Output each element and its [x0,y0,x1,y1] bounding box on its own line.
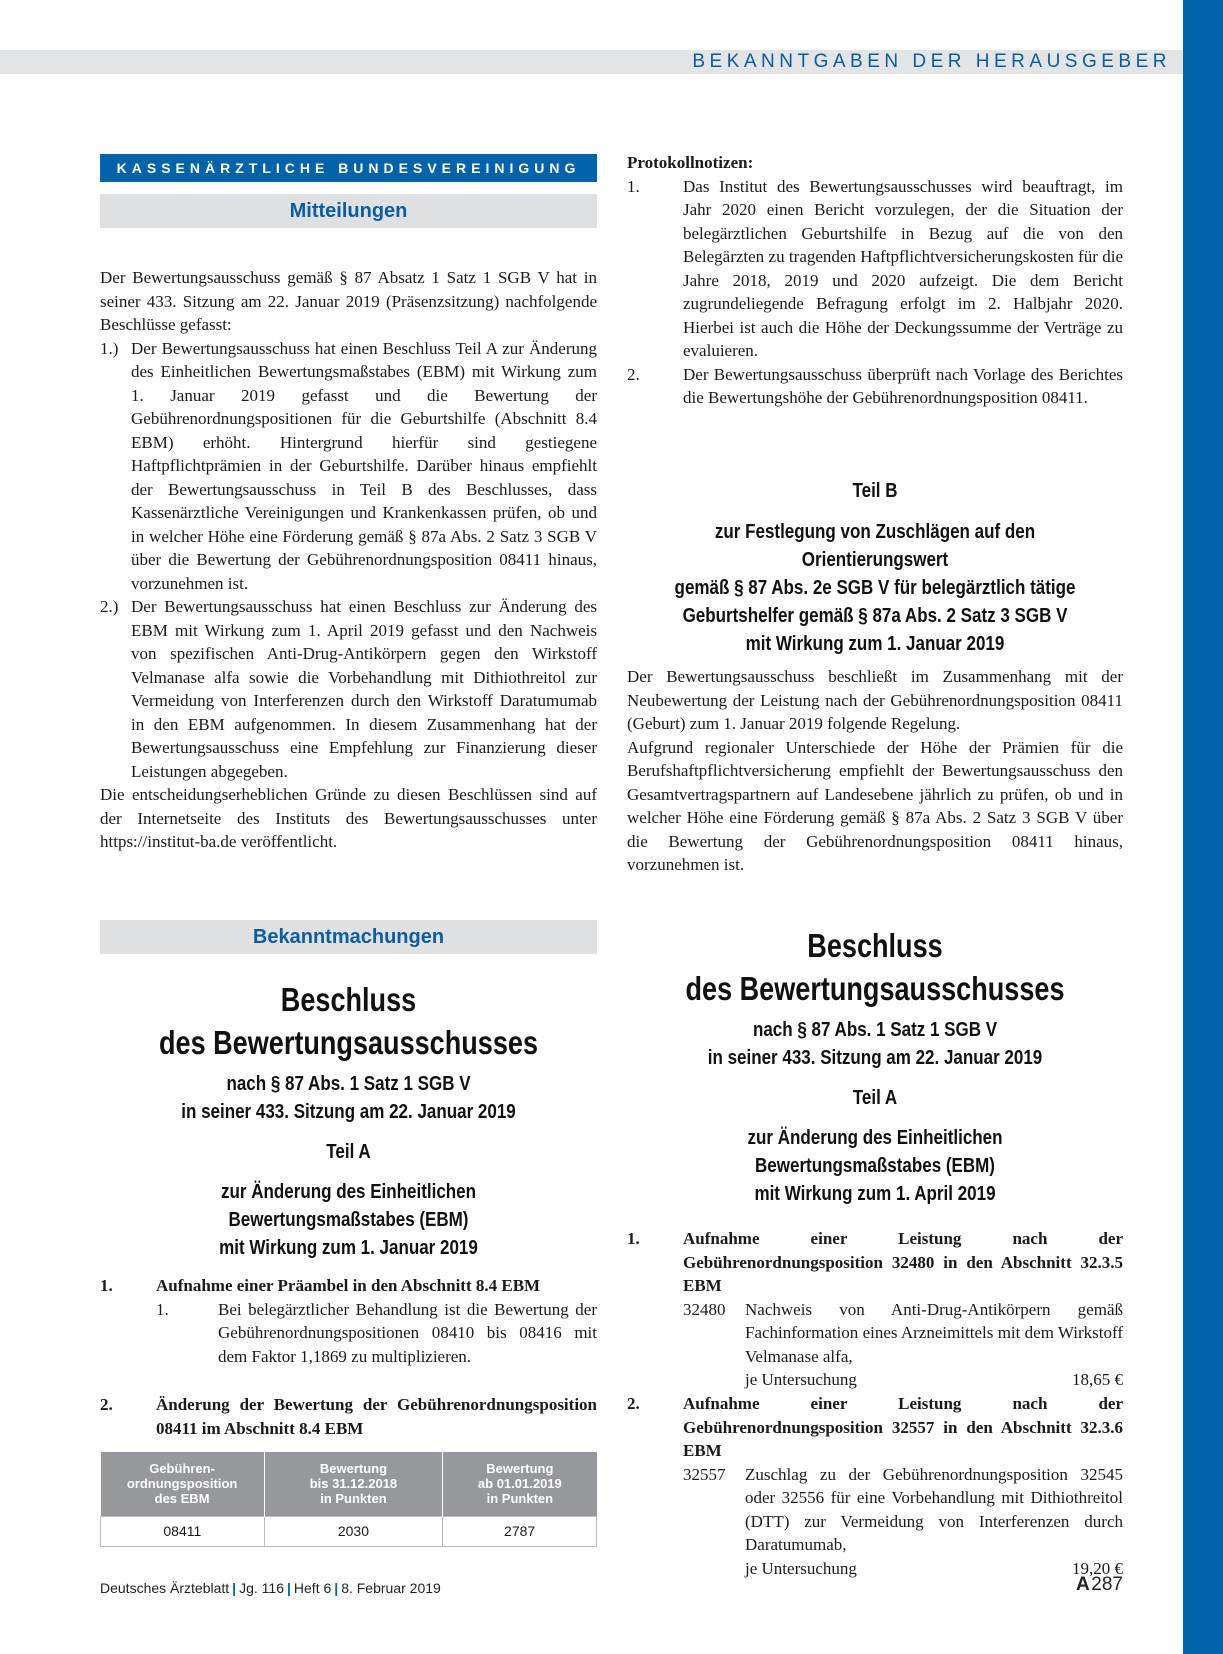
gop-code: 32480 [683,1299,726,1319]
list-item-number: 1. [627,176,640,196]
subsection-number: 1. [156,1299,169,1319]
section-title: Änderung der Bewertung der Gebührenordnungsposition 08411 im Abschnitt 8.4 EBM [156,1395,597,1438]
footer-citation [100,1580,441,1596]
table-cell: 08411 [101,1516,265,1546]
page-number-value: 287 [1091,1574,1123,1595]
section-title: Aufnahme einer Leistung nach der Gebührenordnungsposition 32557 in den Abschnitt 32.3.6 EBM [683,1394,1123,1460]
gop-price: 18,65 € [1072,1370,1123,1389]
section-title: Aufnahme einer Präambel in den Abschnitt 8.4 EBM [156,1276,541,1295]
list-item-text: Das Institut des Bewertungsausschusses wird beauftragt, im Jahr 2020 einen Bericht vorzulegen, der die Situation der belegärztlichen Geburtshilfe in Bezug auf die von den Belegärzten zu tragenden Haftpflichtversicherungskosten für die Jahre 2018, 2019 und 2020 aufzeigt. Die dem Bericht zugrundeliegende Befragung erfolgt im 2. Halbjahr 2020. Hierbei ist auch die Höhe der Deckungssumme der Verträge zu evaluieren. [683,176,1123,360]
teil-b-body [627,665,1123,877]
list-item-number: 2. [627,364,640,384]
footer-separator: | [334,1580,339,1596]
gop-unit: je Untersuchung [745,1370,857,1389]
footer-separator: | [286,1580,291,1596]
beschluss-title-line2: des Bewertungsausschusses [158,1024,538,1061]
beschluss-sub-line1: nach § 87 Abs. 1 Satz 1 SGB V [226,1073,471,1095]
left-section-2 [100,1393,597,1440]
beschluss-teil: Teil A [852,1087,898,1109]
section-number: 2. [627,1394,640,1413]
table-cell: 2787 [443,1516,597,1546]
table-cell: 2030 [264,1516,443,1546]
gop-description: Nachweis von Anti-Drug-Antikörpern gemäß Fachinformation eines Arzneimittels mit dem Wirkstoff Velmanase alfa, [745,1299,1123,1366]
beschluss-sub-line2: in seiner 433. Sitzung am 22. Januar 2019 [707,1047,1043,1069]
mitteilungen-body [100,266,597,854]
teil-b-line1: zur Festlegung von Zuschlägen auf den Orientierungswert [714,521,1036,571]
teil-b-paragraph: Aufgrund regionaler Unterschiede der Höhe der Prämien für die Berufshaftpflichtversicherung empfiehlt der Bewertungsausschuss den Gesamtvertragspartnern auf Landesebene jährlich zu prüfen, ob und in welcher Höhe eine Förderung gemäß § 87a Abs. 2 Satz 3 SGB V über die Bewertung der Gebührenordnungsposition 08411 hinaus, vorzunehmen ist. [627,737,1123,874]
list-item [100,595,597,783]
list-item-text: Der Bewertungsausschuss überprüft nach Vorlage des Berichtes die Bewertungshöhe der Gebührenordnungsposition 08411. [683,364,1123,407]
footer-journal: Deutsches Ärzteblatt [100,1580,230,1596]
beschluss-teil: Teil A [326,1141,371,1163]
teil-b-heading [627,477,1123,658]
beschluss-title-line2: des Bewertungsausschusses [685,970,1065,1007]
beschluss-title-line1: Beschluss [280,981,417,1018]
table-header-cell: Bewertung bis 31.12.2018 in Punkten [264,1452,443,1516]
beschluss-change-line2: mit Wirkung zum 1. Januar 2019 [219,1237,478,1259]
section-header-band [0,50,1183,74]
teil-b-line3: Geburtshelfer gemäß § 87a Abs. 2 Satz 3 SGB V [682,605,1068,627]
teil-b-line2: gemäß § 87 Abs. 2e SGB V für belegärztlich tätige [674,577,1076,599]
section-number: 2. [100,1395,113,1414]
beschluss-title-line1: Beschluss [807,927,943,964]
gop-unit: je Untersuchung [745,1558,857,1578]
beschluss-sub-line1: nach § 87 Abs. 1 Satz 1 SGB V [752,1019,998,1041]
teil-b-line4: mit Wirkung zum 1. Januar 2019 [745,633,1005,655]
bekanntmachungen-heading: Bekanntmachungen [100,920,597,954]
right-section-2 [627,1392,1123,1580]
table-header-cell: Bewertung ab 01.01.2019 in Punkten [443,1452,597,1516]
list-item-text: Der Bewertungsausschuss hat einen Beschluss zur Änderung des EBM mit Wirkung zum 1. April 2019 gefasst und den Nachweis von spezifischen Anti-Drug-Antikörpern gegen den Wirkstoff Velmanase alfa sowie die Vorbehandlung mit Dithiothreitol zur Vermeidung von Interferenzen durch den Wirkstoff Daratumumab in den EBM aufgenommen. In diesem Zusammenhang hat der Bewertungsausschuss eine Empfehlung zur Finanzierung dieser Leistungen abgegeben. [131,597,597,781]
table-header-cell: Gebühren- ordnungsposition des EBM [101,1452,265,1516]
closing-paragraph: Die entscheidungserheblichen Gründe zu diesen Beschlüssen sind auf der Internetseite des Instituts des Bewertungsausschusses unter https://institut-ba.de veröffentlicht. [100,785,597,851]
footer-volume: Jg. 116 [239,1580,284,1596]
list-item [627,363,1123,410]
list-item-number: 2.) [100,597,119,616]
section-header-title: BEKANNTGABEN DER HERAUSGEBER [692,51,1171,72]
section-number: 1. [627,1229,640,1248]
list-item-text: Der Bewertungsausschuss hat einen Beschluss Teil A zur Änderung des Einheitlichen Bewertungsmaßstabes (EBM) mit Wirkung zum 1. Januar 2019 gefasst und die Bewertung der Gebührenordnungspositionen für die Geburtshilfe (Abschnitt 8.4 EBM) erhöht. Hintergrund hierfür sind gestiegene Haftpflichtprämien in der Geburtshilfe. Darüber hinaus empfiehlt der Bewertungsausschuss in Teil B des Beschlusses, dass Kassenärztliche Vereinigungen und Krankenkassen prüfen, ob und in welcher Höhe eine Förderung gemäß § 87a Abs. 2 Satz 3 SGB V über die Bewertung der Gebührenordnungsposition 08411 hinaus, vorzunehmen ist. [131,338,597,593]
list-item [627,175,1123,363]
footer-separator: | [232,1580,237,1596]
footer-issue: Heft 6 [293,1580,332,1596]
beschluss-title-left [100,978,597,1262]
page-number [1060,1574,1123,1596]
footer-date: 8. Februar 2019 [341,1580,441,1596]
gop-description: Zuschlag zu der Gebührenordnungsposition 32545 oder 32556 für eine Vorbehandlung mit Dithiothreitol (DTT) zur Vermeidung von Interferenzen durch Daratumumab, [745,1464,1123,1554]
beschluss-change-line1: zur Änderung des Einheitlichen Bewertungsmaßstabes (EBM) [220,1181,477,1231]
subsection-text: Bei belegärztlicher Behandlung ist die Bewertung der Gebührenordnungspositionen 08410 bis 08416 mit dem Faktor 1,1869 zu multiplizieren. [218,1299,597,1366]
kbv-banner: KASSENÄRZTLICHE BUNDESVEREINIGUNG [100,154,597,182]
table-row [101,1516,597,1546]
beschluss-change-line2: mit Wirkung zum 1. April 2019 [754,1183,996,1205]
teil-b-title: Teil B [852,480,898,502]
list-item [100,337,597,596]
table-header-row [101,1452,597,1516]
gop-price: 19,20 € [1072,1558,1123,1578]
left-section-1 [100,1274,597,1368]
beschluss-change-line1: zur Änderung des Einheitlichen Bewertungsmaßstabes (EBM) [747,1127,1003,1177]
protokollnotizen [627,151,1123,410]
list-item-number: 1.) [100,338,119,358]
bewertung-table [100,1452,597,1547]
right-edge-bar [1183,0,1223,1654]
right-section-1 [627,1227,1123,1392]
intro-paragraph: Der Bewertungsausschuss gemäß § 87 Absatz 1 Satz 1 SGB V hat in seiner 433. Sitzung am 22. Januar 2019 (Präsenzsitzung) nachfolgende Beschlüsse gefasst: [100,268,597,334]
teil-b-paragraph: Der Bewertungsausschuss beschließt im Zusammenhang mit der Neubewertung der Leistung nach der Gebührenordnungsposition 08411 (Geburt) zum 1. Januar 2019 folgende Regelung. [627,667,1123,733]
beschluss-title-right [627,924,1123,1208]
section-title: Aufnahme einer Leistung nach der Gebührenordnungsposition 32480 in den Abschnitt 32.3.5 EBM [683,1229,1123,1295]
page-prefix: A [1075,1574,1090,1595]
section-number: 1. [100,1276,113,1295]
mitteilungen-heading: Mitteilungen [100,194,597,228]
beschluss-sub-line2: in seiner 433. Sitzung am 22. Januar 2019 [181,1101,516,1123]
protokoll-heading: Protokollnotizen: [627,153,754,172]
gop-code: 32557 [683,1464,726,1484]
